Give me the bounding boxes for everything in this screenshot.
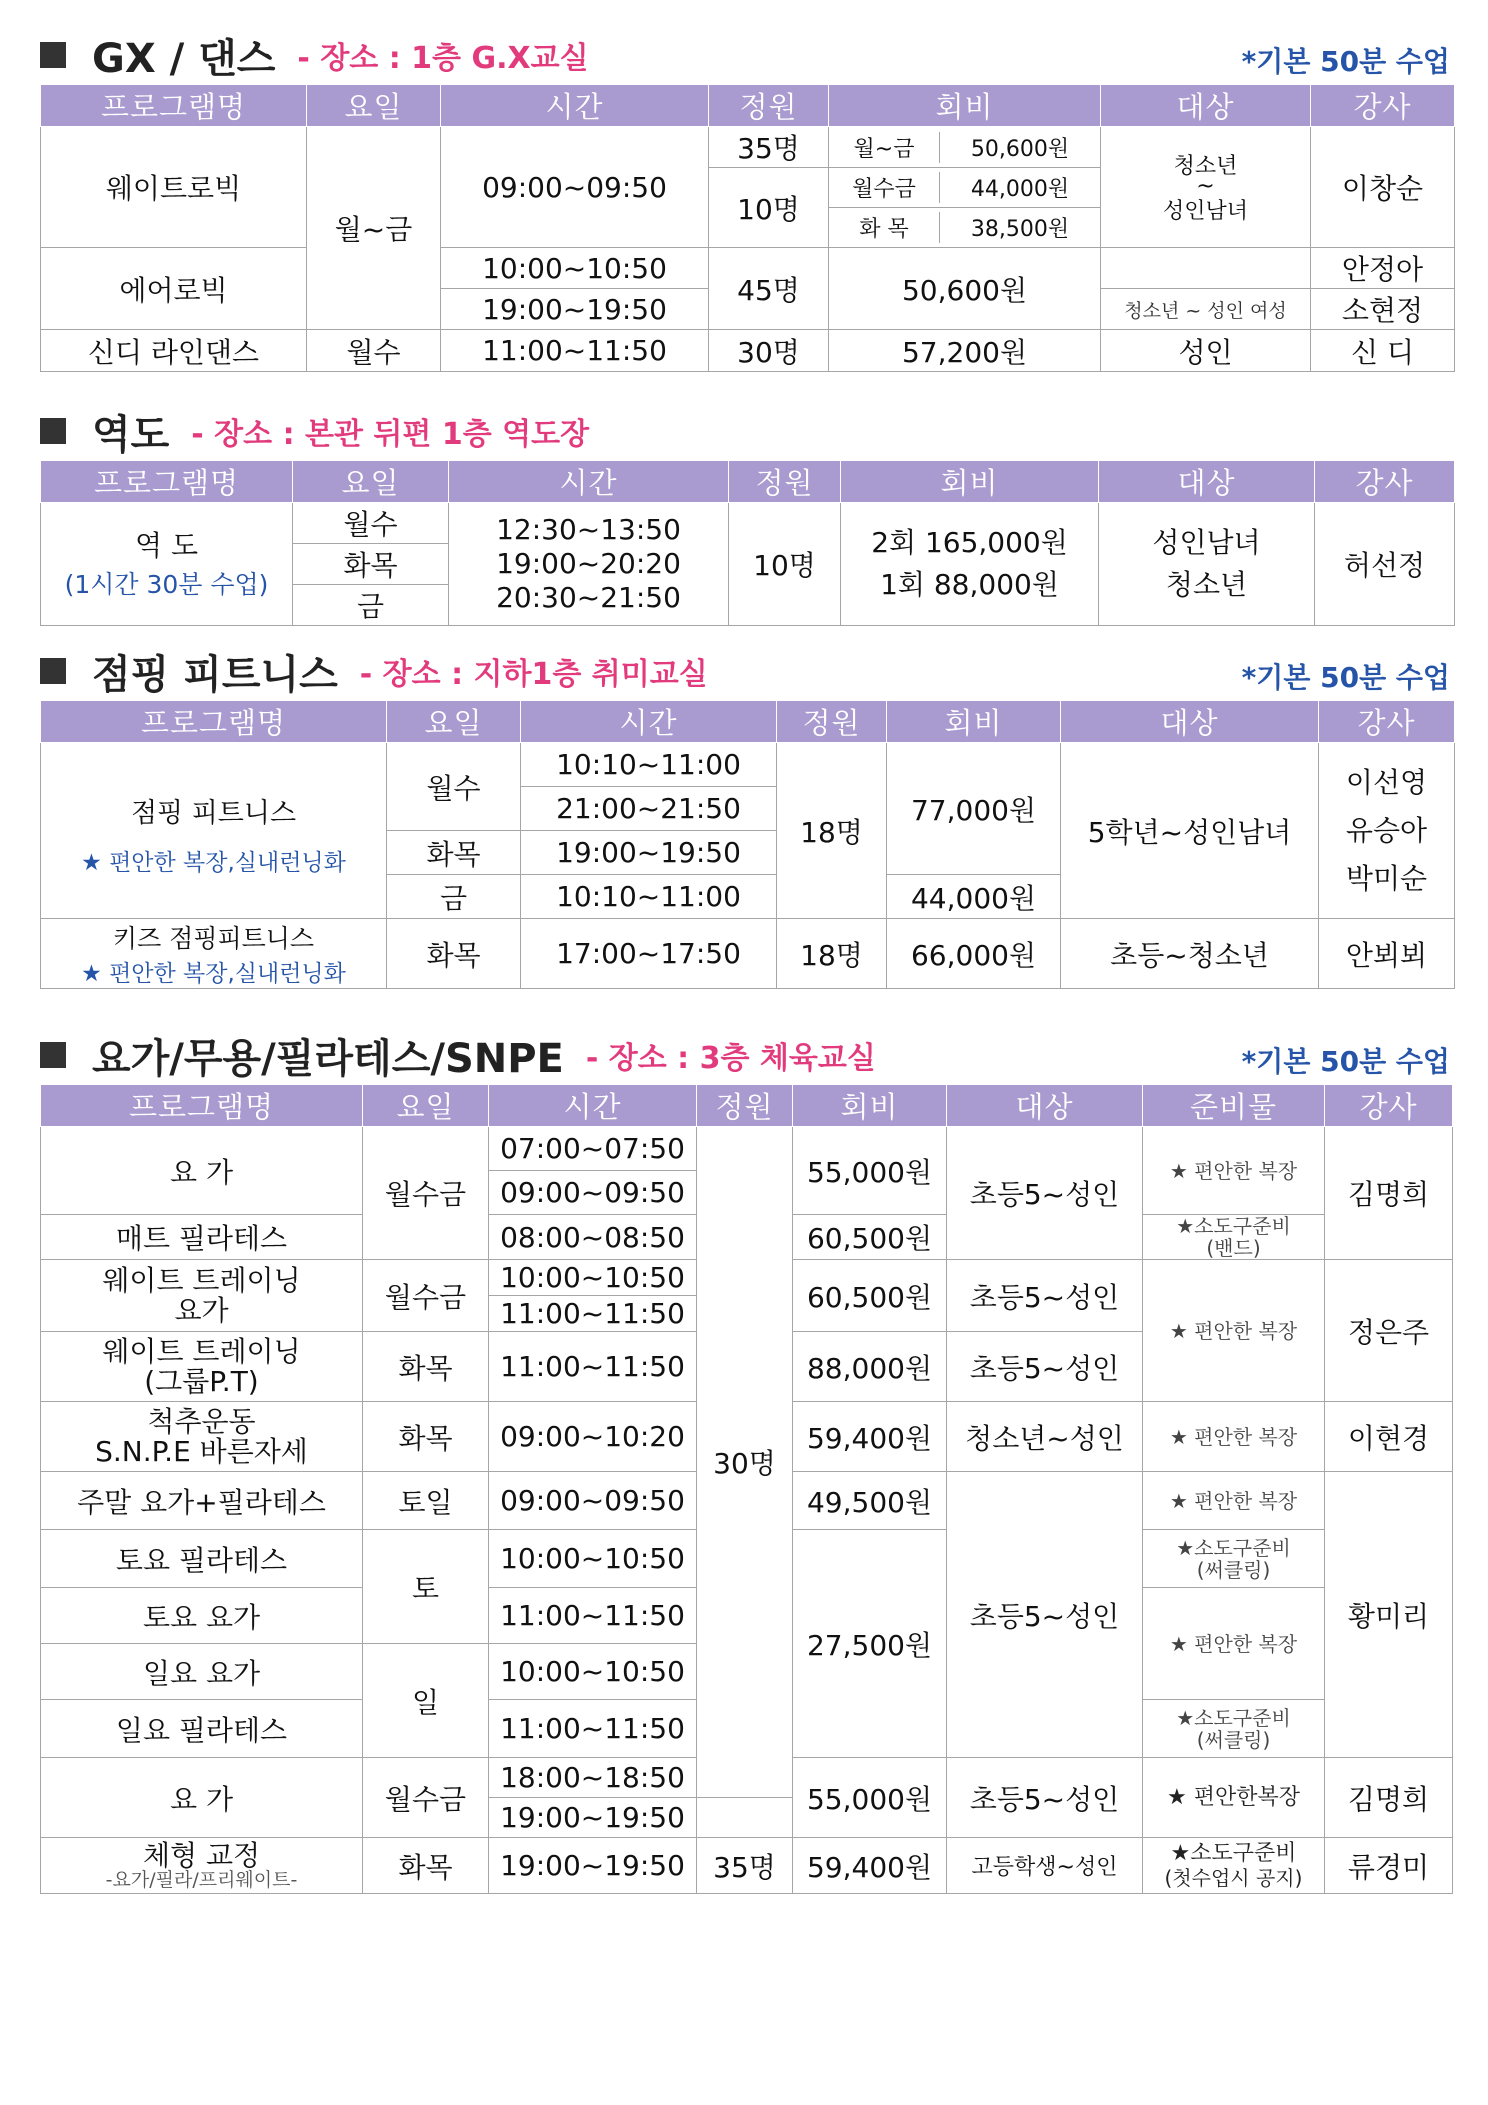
time-cell: 09:00~10:20: [489, 1402, 697, 1472]
fee-value: 44,000원: [970, 177, 1070, 202]
instructor-line: 유승아: [1345, 813, 1428, 847]
section-location: - 장소 : 지하1층 취미교실: [359, 657, 708, 692]
program-cell: [41, 919, 387, 989]
prep-cell: [1143, 1472, 1325, 1530]
program-line: 웨이트 트레이닝: [102, 1263, 301, 1297]
header-capacity: 정원: [697, 1085, 793, 1127]
time-cell: 09:00~09:50: [441, 127, 709, 248]
time-cell: 10:00~10:50: [489, 1644, 697, 1700]
time-line: 12:30~13:50: [496, 513, 681, 546]
target-cell: 초등5~성인: [947, 1260, 1143, 1332]
program-sub: [41, 844, 386, 877]
target-cell: 성인: [1101, 330, 1311, 372]
time-cell: 19:00~19:50: [521, 831, 777, 875]
header-fee: 회비: [887, 701, 1061, 743]
time-line: 20:30~21:50: [496, 581, 681, 614]
fee-value: 50,600원: [970, 136, 1070, 162]
header-day: 요일: [293, 461, 449, 503]
prep-cell: [1143, 1838, 1325, 1894]
target-cell: 청소년 ~ 성인 여성: [1101, 289, 1311, 330]
time-cell: 11:00~11:50: [489, 1332, 697, 1402]
instructor-cell: 황미리: [1325, 1472, 1453, 1758]
prep-text: ★소도구준비: [1170, 1840, 1297, 1866]
header-day: 요일: [363, 1085, 489, 1127]
jump-section-title: [40, 646, 708, 696]
prep-cell: [1143, 1758, 1325, 1838]
day-cell: 월수: [293, 503, 449, 544]
section-title: 역도: [92, 411, 170, 458]
instructor-cell: 안정아: [1311, 248, 1455, 289]
header-capacity: 정원: [777, 701, 887, 743]
target-cell: 초등5~성인: [947, 1472, 1143, 1758]
time-cell: 17:00~17:50: [521, 919, 777, 989]
star-icon: ★: [1169, 1488, 1188, 1513]
star-icon: ★: [81, 850, 102, 876]
target-cell: 5학년~성인남녀: [1061, 743, 1319, 919]
target-cell: 초등5~성인: [947, 1758, 1143, 1838]
time-cell: 11:00~11:50: [489, 1700, 697, 1758]
day-cell: 토: [363, 1530, 489, 1644]
header-capacity: 정원: [709, 85, 829, 127]
fee-line: 2회 165,000원: [871, 526, 1068, 559]
program-line: S.N.P.E 바른자세: [95, 1434, 308, 1468]
instructor-cell: 신 디: [1311, 330, 1455, 372]
square-bullet-icon: [40, 658, 66, 684]
fee-cell: [829, 127, 1101, 168]
section-title: GX / 댄스: [92, 35, 276, 82]
header-fee: 회비: [793, 1085, 947, 1127]
prep-text: (첫수업시 공지): [1164, 1865, 1303, 1890]
program-cell: 일요 요가: [41, 1644, 363, 1700]
program-cell: [41, 743, 387, 919]
program-cell: 일요 필라테스: [41, 1700, 363, 1758]
header-program: 프로그램명: [41, 85, 307, 127]
day-cell: 금: [293, 585, 449, 626]
capacity-cell: 30명: [709, 330, 829, 372]
time-cell: 09:00~09:50: [489, 1171, 697, 1215]
program-cell: 매트 필라테스: [41, 1215, 363, 1260]
target-cell: [1101, 127, 1311, 248]
prep-text: (써클링): [1196, 1557, 1271, 1582]
prep-text: 편안한 복장: [1194, 1631, 1298, 1656]
time-cell: 21:00~21:50: [521, 787, 777, 831]
program-line: 척추운동: [147, 1404, 256, 1438]
fee-cell: [829, 168, 1101, 208]
day-cell: 월수금: [363, 1260, 489, 1332]
instructor-cell: 소현정: [1311, 289, 1455, 330]
prep-cell: [1143, 1588, 1325, 1700]
program-line: 웨이트 트레이닝: [102, 1334, 301, 1368]
header-day: 요일: [307, 85, 441, 127]
gx-table: [40, 84, 1455, 372]
fee-day: 화 목: [829, 212, 940, 243]
fee-cell: 66,000원: [887, 919, 1061, 989]
fee-cell: 50,600원: [829, 248, 1101, 330]
star-icon: ★: [1169, 1158, 1188, 1183]
header-instructor: 강사: [1311, 85, 1455, 127]
yoga-table: [40, 1084, 1453, 1894]
program-cell: 신디 라인댄스: [41, 330, 307, 372]
fee-cell: 59,400원: [793, 1838, 947, 1894]
time-cell: 10:00~10:50: [489, 1260, 697, 1296]
fee-cell: 60,500원: [793, 1260, 947, 1332]
instructor-cell: 류경미: [1325, 1838, 1453, 1894]
capacity-cell: 10명: [729, 503, 841, 626]
star-icon: ★: [1169, 1424, 1188, 1449]
program-cell: [41, 1332, 363, 1402]
prep-cell: [1143, 1700, 1325, 1758]
prep-text: (밴드): [1206, 1236, 1261, 1260]
fee-cell: 55,000원: [793, 1758, 947, 1838]
fee-day: 월수금: [829, 172, 940, 203]
target-cell: 초등~청소년: [1061, 919, 1319, 989]
time-cell: 11:00~11:50: [441, 330, 709, 372]
star-icon: ★: [1169, 1318, 1188, 1343]
header-target: 대상: [1061, 701, 1319, 743]
program-cell: 토요 요가: [41, 1588, 363, 1644]
target-line: 성인남녀: [1152, 526, 1261, 559]
day-cell: 화목: [363, 1838, 489, 1894]
square-bullet-icon: [40, 42, 66, 68]
program-line: 요가: [174, 1293, 229, 1327]
header-fee: 회비: [829, 85, 1101, 127]
program-sub: (1시간 30분 수업): [64, 570, 269, 599]
fee-cell: 55,000원: [793, 1127, 947, 1215]
capacity-cell: 35명: [709, 127, 829, 168]
prep-cell: [1143, 1402, 1325, 1472]
prep-text: 편안한복장: [1193, 1784, 1300, 1810]
square-bullet-icon: [40, 1042, 66, 1068]
weight-section-title: [40, 406, 589, 456]
fee-value: 38,500원: [970, 217, 1070, 242]
header-instructor: 강사: [1319, 701, 1455, 743]
target-line: 성인남녀: [1162, 199, 1248, 224]
target-cell: 초등5~성인: [947, 1127, 1143, 1260]
fee-cell: 27,500원: [793, 1530, 947, 1758]
time-cell: 11:00~11:50: [489, 1296, 697, 1332]
program-sub-text: 편안한 복장,실내런닝화: [109, 850, 346, 876]
fee-cell: 49,500원: [793, 1472, 947, 1530]
capacity-cell: 18명: [777, 919, 887, 989]
instructor-cell: 허선정: [1315, 503, 1455, 626]
header-target: 대상: [1099, 461, 1315, 503]
prep-text: 편안한 복장: [1194, 1488, 1298, 1513]
time-cell: 07:00~07:50: [489, 1127, 697, 1171]
prep-cell: [1143, 1127, 1325, 1215]
program-line: 체형 교정: [142, 1838, 261, 1872]
program-cell: 에어로빅: [41, 248, 307, 330]
header-day: 요일: [387, 701, 521, 743]
day-cell: 일: [363, 1644, 489, 1758]
program-line: (그룹P.T): [144, 1364, 259, 1398]
time-cell: 08:00~08:50: [489, 1215, 697, 1260]
day-cell: 금: [387, 875, 521, 919]
time-cell: 10:10~11:00: [521, 875, 777, 919]
program-cell: 토요 필라테스: [41, 1530, 363, 1588]
program-cell: 요 가: [41, 1758, 363, 1838]
prep-text: ★소도구준비: [1176, 1214, 1291, 1238]
time-cell: 19:00~19:50: [489, 1798, 697, 1838]
prep-text: 편안한 복장: [1194, 1158, 1298, 1183]
program-cell: 웨이트로빅: [41, 127, 307, 248]
prep-text: (써클링): [1196, 1727, 1271, 1752]
prep-cell: [1143, 1260, 1325, 1402]
time-cell: 19:00~19:50: [489, 1838, 697, 1894]
program-sub-text: 편안한 복장,실내런닝화: [109, 961, 346, 987]
instructor-cell: 김명희: [1325, 1758, 1453, 1838]
program-name: 역 도: [135, 529, 198, 562]
day-cell: 월~금: [307, 127, 441, 330]
instructor-line: 이선영: [1345, 765, 1428, 799]
section-note: *기본 50분 수업: [1241, 45, 1450, 78]
target-cell: 고등학생~성인: [947, 1838, 1143, 1894]
capacity-cell: 10명: [709, 168, 829, 248]
star-icon: ★: [1167, 1784, 1187, 1810]
capacity-cell: 18명: [777, 743, 887, 919]
fee-day: 월~금: [829, 132, 940, 163]
instructor-cell: 정은주: [1325, 1260, 1453, 1402]
header-program: 프로그램명: [41, 461, 293, 503]
prep-text: 편안한 복장: [1194, 1318, 1298, 1343]
prep-text: ★소도구준비: [1176, 1705, 1291, 1730]
fee-cell: [829, 208, 1101, 248]
prep-text: 편안한 복장: [1194, 1424, 1298, 1449]
prep-cell: [1143, 1215, 1325, 1260]
target-cell: 청소년~성인: [947, 1402, 1143, 1472]
day-cell: 월수금: [363, 1127, 489, 1260]
target-line: ~: [1196, 174, 1215, 199]
header-time: 시간: [441, 85, 709, 127]
section-location: - 장소 : 3층 체육교실: [585, 1041, 876, 1076]
section-location: - 장소 : 본관 뒤편 1층 역도장: [191, 417, 590, 452]
program-sub: -요가/필라/프리웨이트-: [105, 1868, 298, 1891]
instructor-cell: [1319, 743, 1455, 919]
header-program: 프로그램명: [41, 701, 387, 743]
target-line: 청소년: [1173, 154, 1238, 179]
yoga-section-title: [40, 1030, 876, 1080]
fee-cell: 57,200원: [829, 330, 1101, 372]
section-note: *기본 50분 수업: [1241, 661, 1450, 694]
fee-line: 1회 88,000원: [880, 568, 1059, 601]
target-cell: 초등5~성인: [947, 1332, 1143, 1402]
star-icon: ★: [81, 961, 102, 987]
program-name: 키즈 점핑피트니스: [112, 924, 315, 953]
prep-text: ★소도구준비: [1176, 1535, 1291, 1560]
day-cell: 화목: [363, 1402, 489, 1472]
fee-cell: 77,000원: [887, 743, 1061, 875]
section-title: 점핑 피트니스: [92, 651, 338, 698]
fee-cell: 59,400원: [793, 1402, 947, 1472]
time-line: 19:00~20:20: [496, 547, 681, 580]
header-time: 시간: [489, 1085, 697, 1127]
fee-cell: 60,500원: [793, 1215, 947, 1260]
program-cell: [41, 1838, 363, 1894]
day-cell: 화목: [293, 544, 449, 585]
weight-table: [40, 460, 1455, 626]
day-cell: 월수금: [363, 1758, 489, 1838]
day-cell: 화목: [387, 831, 521, 875]
fee-cell: 44,000원: [887, 875, 1061, 919]
header-fee: 회비: [841, 461, 1099, 503]
time-cell: 11:00~11:50: [489, 1588, 697, 1644]
time-cell: 10:00~10:50: [489, 1530, 697, 1588]
header-time: 시간: [449, 461, 729, 503]
time-cell: 09:00~09:50: [489, 1472, 697, 1530]
header-time: 시간: [521, 701, 777, 743]
time-cell: [449, 503, 729, 626]
instructor-cell: 김명희: [1325, 1127, 1453, 1260]
capacity-cell: 35명: [697, 1838, 793, 1894]
day-cell: 월수: [387, 743, 521, 831]
time-cell: 10:10~11:00: [521, 743, 777, 787]
gx-section-title: [40, 30, 589, 80]
section-location: - 장소 : 1층 G.X교실: [297, 41, 589, 76]
jump-table: [40, 700, 1455, 989]
day-cell: 토일: [363, 1472, 489, 1530]
header-target: 대상: [1101, 85, 1311, 127]
fee-cell: 88,000원: [793, 1332, 947, 1402]
day-cell: 화목: [387, 919, 521, 989]
program-cell: 요 가: [41, 1127, 363, 1215]
day-cell: 화목: [363, 1332, 489, 1402]
program-cell: 주말 요가+필라테스: [41, 1472, 363, 1530]
capacity-cell: 45명: [709, 248, 829, 330]
header-instructor: 강사: [1315, 461, 1455, 503]
time-cell: 10:00~10:50: [441, 248, 709, 289]
fee-cell: [841, 503, 1099, 626]
square-bullet-icon: [40, 418, 66, 444]
program-name: 점핑 피트니스: [130, 798, 297, 829]
instructor-cell: 이현경: [1325, 1402, 1453, 1472]
program-cell: [41, 503, 293, 626]
header-target: 대상: [947, 1085, 1143, 1127]
instructor-cell: 이창순: [1311, 127, 1455, 248]
header-preparation: 준비물: [1143, 1085, 1325, 1127]
header-capacity: 정원: [729, 461, 841, 503]
section-note: *기본 50분 수업: [1241, 1045, 1450, 1078]
capacity-cell: 30명: [697, 1127, 793, 1798]
section-title: 요가/무용/필라테스/SNPE: [92, 1035, 564, 1082]
prep-cell: [1143, 1530, 1325, 1588]
time-cell: 19:00~19:50: [441, 289, 709, 330]
target-line: 청소년: [1165, 568, 1248, 601]
target-cell: [1099, 503, 1315, 626]
instructor-line: 박미순: [1345, 861, 1428, 895]
program-cell: [41, 1402, 363, 1472]
header-program: 프로그램명: [41, 1085, 363, 1127]
day-cell: 월수: [307, 330, 441, 372]
instructor-cell: 안뵈뵈: [1319, 919, 1455, 989]
program-cell: [41, 1260, 363, 1332]
target-cell: [1101, 248, 1311, 289]
program-sub: [41, 955, 386, 988]
time-cell: 18:00~18:50: [489, 1758, 697, 1798]
header-instructor: 강사: [1325, 1085, 1453, 1127]
star-icon: ★: [1169, 1631, 1188, 1656]
